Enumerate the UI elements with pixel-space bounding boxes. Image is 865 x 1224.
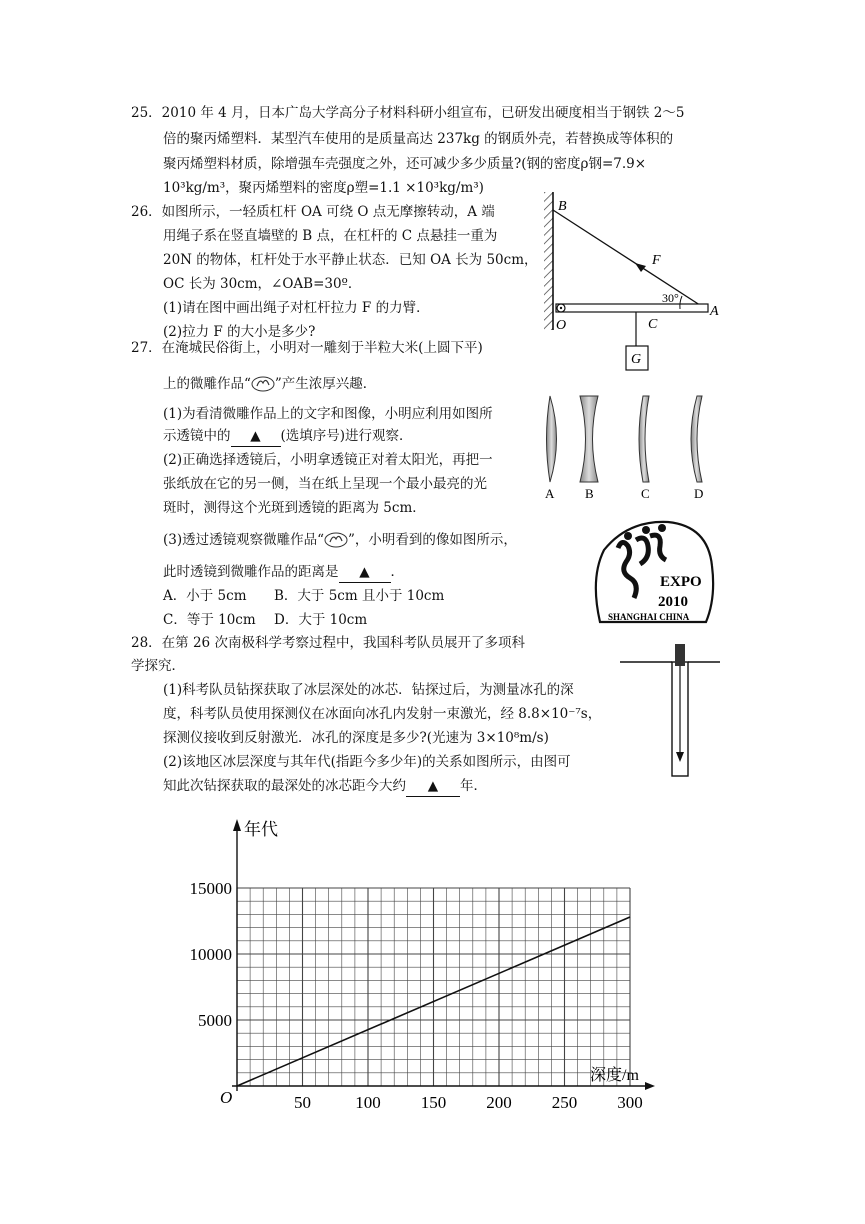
option-d: D．大于 10cm xyxy=(274,612,368,628)
q26-line-3: 20N 的物体，杠杆处于水平静止状态．已知 OA 长为 50cm， xyxy=(163,252,538,268)
label-c: C xyxy=(648,317,658,332)
q27-part-1a: (1)为看清微雕作品上的文字和图像，小明应利用如图所 xyxy=(163,406,493,422)
q25-line-1: 25．2010 年 4 月，日本广岛大学高分子材料科研小组宣布，已研发出硬度相当于钢铁 2～5 xyxy=(131,105,685,121)
expo-subtitle: SHANGHAI CHINA xyxy=(608,612,690,622)
lens-label-a: A xyxy=(545,486,555,501)
x-tick-label: 150 xyxy=(420,1093,447,1112)
q27-part-3b: 此时透镜到微雕作品的距离是 ▲ ． xyxy=(163,562,404,583)
y-tick-label: 5000 xyxy=(198,1011,232,1030)
label-a: A xyxy=(710,304,719,319)
q25-line-4: 10³kg/m³，聚丙烯塑料的密度ρ塑=1.1 ×10³kg/m³) xyxy=(163,180,484,196)
q28-part-1b: 度，科考队员使用探测仪在冰面向冰孔内发射一束激光，经 8.8×10⁻⁷s， xyxy=(163,706,602,722)
lever-figure xyxy=(540,188,730,378)
q26-part-1: (1)请在图中画出绳子对杠杆拉力 F 的力臂． xyxy=(163,300,430,316)
label-b: B xyxy=(558,199,567,214)
y-tick-label: 10000 xyxy=(189,945,232,964)
q25-line-3: 聚丙烯塑料材质，除增强车壳强度之外，还可减少多少质量?(钢的密度ρ钢=7.9× xyxy=(163,156,647,172)
x-tick-label: 200 xyxy=(486,1093,512,1112)
q27-part-2b: 张纸放在它的另一侧，当在纸上呈现一个最小最亮的光 xyxy=(163,476,487,492)
micro-carving-icon xyxy=(324,530,348,548)
q26-line-2: 用绳子系在竖直墙壁的 B 点，在杠杆的 C 点悬挂一重为 xyxy=(163,228,498,244)
chart-y-axis-arrow xyxy=(233,819,241,831)
lenses-figure xyxy=(535,394,725,504)
q28-line-2: 学探究． xyxy=(131,658,185,674)
label-o: O xyxy=(556,318,567,333)
lens-label-d: D xyxy=(694,486,704,501)
q27-line-1: 27．在淹城民俗街上，小明对一雕刻于半粒大米(上圆下平) xyxy=(131,340,483,356)
label-f: F xyxy=(652,253,661,268)
q26-line-4: OC 长为 30cm，∠OAB=30º． xyxy=(163,276,362,292)
q25-line-2: 倍的聚丙烯塑料．某型汽车使用的是质量高达 237kg 的钢质外壳，若替换成等体积的 xyxy=(163,131,674,147)
option-a: A．小于 5cm xyxy=(163,588,247,604)
option-c: C．等于 10cm xyxy=(163,612,256,628)
q28-part-2a: (2)该地区冰层深度与其年代(指距今多少年)的关系如图所示，由图可 xyxy=(163,754,571,770)
answer-blank-1[interactable]: ▲ xyxy=(231,426,281,447)
lens-label-b: B xyxy=(585,486,594,501)
lens-label-c: C xyxy=(641,486,650,501)
q27-part-1b: 示透镜中的 ▲ (选填序号)进行观察． xyxy=(163,426,413,447)
ice-hole-figure xyxy=(620,640,720,780)
chart-x-axis-arrow xyxy=(645,1082,655,1090)
x-tick-label: 250 xyxy=(551,1093,578,1112)
label-g: G xyxy=(631,352,642,367)
depth-age-chart xyxy=(170,815,660,1125)
q27-part-2c: 斑时，测得这个光斑到透镜的距离为 5cm． xyxy=(163,500,426,516)
q28-part-1a: (1)科考队员钻探获取了冰层深处的冰芯．钻探过后，为测量冰孔的深 xyxy=(163,682,574,698)
q27-part-2a: (2)正确选择透镜后，小明拿透镜正对着太阳光，再把一 xyxy=(163,452,493,468)
answer-blank-2[interactable]: ▲ xyxy=(339,562,391,583)
y-tick-label: 15000 xyxy=(189,879,232,898)
q26-part-2: (2)拉力 F 的大小是多少? xyxy=(163,324,316,340)
label-angle: 30° xyxy=(662,291,679,305)
q28-line-1: 28．在第 26 次南极科学考察过程中，我国科考队员展开了多项科 xyxy=(131,635,525,651)
q27-line-2: 上的微雕作品“ ”产生浓厚兴趣． xyxy=(163,376,377,392)
x-tick-label: 300 xyxy=(617,1093,643,1112)
answer-blank-3[interactable]: ▲ xyxy=(406,776,460,797)
expo-text: EXPO xyxy=(660,574,702,590)
chart-ylabel: 年代 xyxy=(244,820,278,839)
option-b: B．大于 5cm 且小于 10cm xyxy=(274,588,445,604)
x-tick-label: 100 xyxy=(355,1093,381,1112)
micro-carving-icon xyxy=(251,374,275,392)
chart-origin: O xyxy=(220,1088,233,1107)
q26-line-1: 26．如图所示，一轻质杠杆 OA 可绕 O 点无摩擦转动，A 端 xyxy=(131,204,495,220)
expo-emblem-image xyxy=(588,518,718,630)
q28-part-1c: 探测仪接收到反射激光．冰孔的深度是多少?(光速为 3×10⁸m/s) xyxy=(163,730,549,746)
chart-major-grid xyxy=(237,888,630,1086)
q27-part-3a: (3)透过透镜观察微雕作品“ ”，小明看到的像如图所示， xyxy=(163,532,517,548)
chart-xlabel: 深度/m xyxy=(590,1067,639,1084)
x-tick-label: 50 xyxy=(294,1093,311,1112)
q28-part-2b: 知此次钻探获取的最深处的冰芯距今大约 ▲ 年． xyxy=(163,776,487,797)
expo-year: 2010 xyxy=(658,594,688,610)
